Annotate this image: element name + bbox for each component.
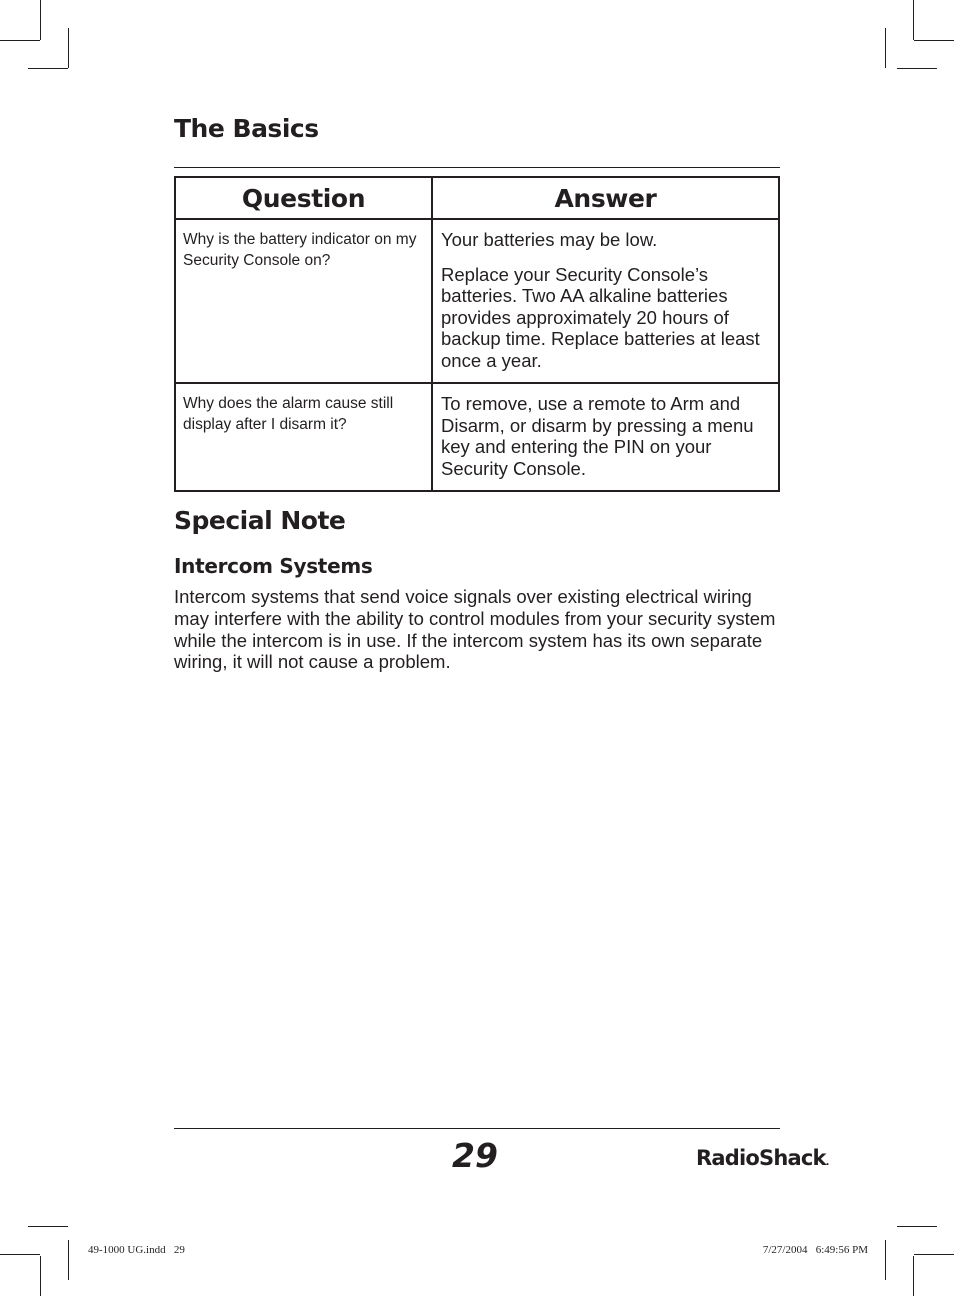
special-note-title: Special Note xyxy=(174,506,346,535)
crop-mark xyxy=(897,1226,937,1227)
answer-paragraph: Your batteries may be low. xyxy=(441,229,658,250)
crop-mark xyxy=(897,68,937,69)
footer-divider xyxy=(174,1128,780,1129)
question-cell: Why does the alarm cause still display after I disarm it? xyxy=(175,383,432,491)
print-slug-timestamp: 7/27/2004 6:49:56 PM xyxy=(762,1244,868,1256)
crop-mark xyxy=(40,0,41,40)
page-number: 29 xyxy=(452,1136,498,1175)
radioshack-logo xyxy=(696,1146,829,1170)
answer-paragraph: Replace your Security Console’s batteries. Two AA alkaline batteries provides approximately 20 hours of backup time. Replace batteries at least once a year. xyxy=(441,263,760,371)
table-row xyxy=(175,219,779,383)
header-divider xyxy=(174,167,780,168)
faq-header-row xyxy=(175,177,779,219)
crop-mark xyxy=(28,68,68,69)
intercom-body: Intercom systems that send voice signals over existing electrical wiring may interfere with the ability to control modules from your security system while the intercom is in use. If the intercom system has its own separate wiring, it will not cause a problem. xyxy=(174,586,776,673)
answer-paragraph: To remove, use a remote to Arm and Disarm, or disarm by pressing a menu key and entering the PIN on your Security Console. xyxy=(441,393,754,479)
crop-mark xyxy=(885,28,886,68)
crop-mark xyxy=(68,28,69,68)
column-header-question: Question xyxy=(175,177,432,219)
crop-mark xyxy=(913,1256,914,1296)
section-title: The Basics xyxy=(174,114,319,143)
brand-name: RadioShack xyxy=(696,1146,826,1170)
crop-mark xyxy=(68,1240,69,1280)
table-row xyxy=(175,383,779,491)
crop-mark xyxy=(40,1256,41,1296)
question-cell: Why is the battery indicator on my Security Console on? xyxy=(175,219,432,383)
column-header-answer: Answer xyxy=(432,177,779,219)
brand-mark: . xyxy=(825,1157,829,1168)
faq-table xyxy=(174,176,780,492)
crop-mark xyxy=(0,1254,40,1255)
answer-cell xyxy=(432,219,779,383)
crop-mark xyxy=(0,40,40,41)
crop-mark xyxy=(28,1226,68,1227)
crop-mark xyxy=(914,40,954,41)
crop-mark xyxy=(914,1254,954,1255)
print-slug-filename: 49-1000 UG.indd 29 xyxy=(88,1244,185,1256)
intercom-subtitle: Intercom Systems xyxy=(174,554,373,578)
answer-cell xyxy=(432,383,779,491)
crop-mark xyxy=(885,1240,886,1280)
crop-mark xyxy=(913,0,914,40)
